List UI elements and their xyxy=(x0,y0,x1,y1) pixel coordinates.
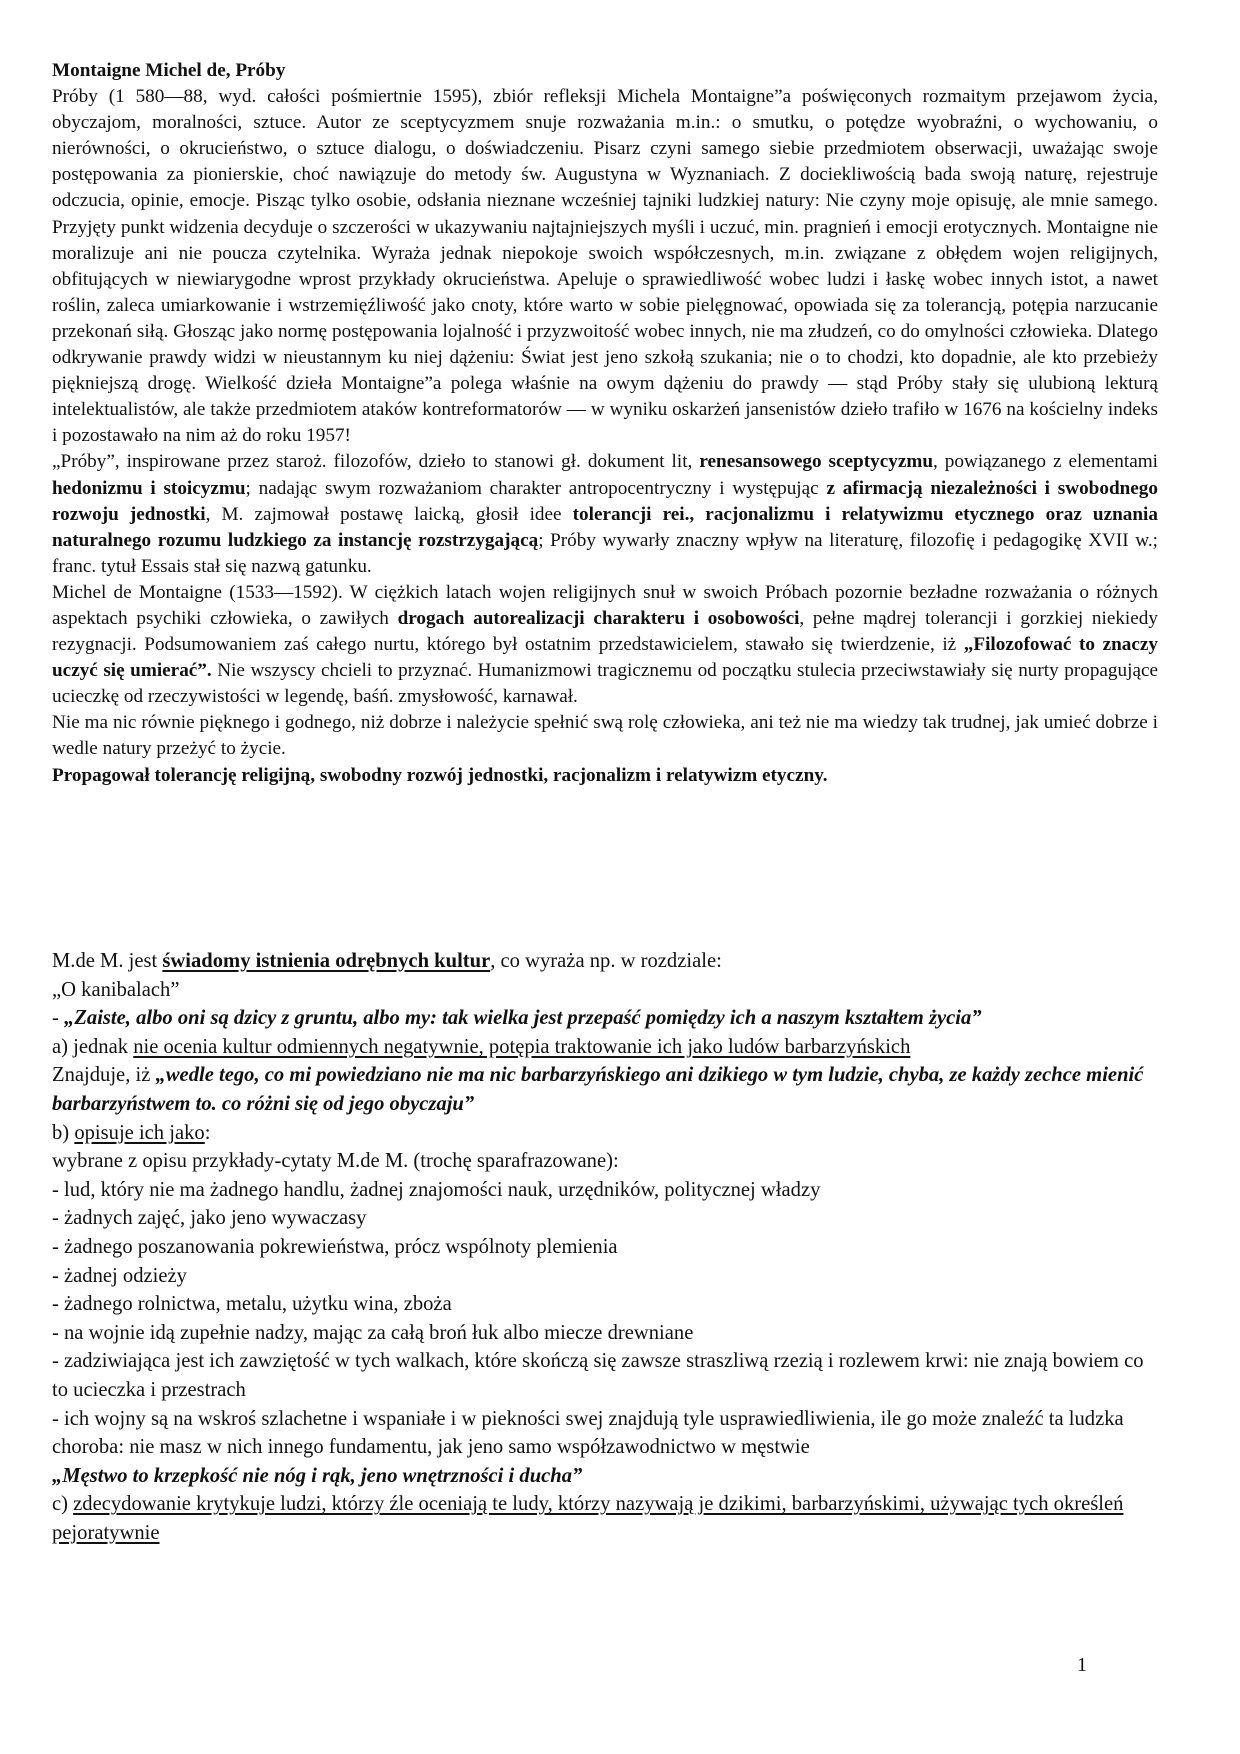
line-point-b: b) opisuje ich jako: xyxy=(52,1121,211,1144)
paragraph-biography: Michel de Montaigne (1533—1592). W ciężkich latach wojen religijnych snuł w swoich Próbach pozornie bezładne rozważania o różnych aspektach psychiki człowieka, o zawiłych drogach autorealizacji charakteru i osobowości, pełne mądrej tolerancji i gorzkiej niekiedy rezygnacji. Podsumowaniem zaś całego nurtu, którego był ostatnim przedstawicielem, stawało się twierdzenie, iż „Filozofować to znaczy uczyć się umierać”. Nie wszyscy chcieli to przyznać. Humanizmowi tragicznemu od początku stulecia przeciwstawiały się nurty propagujące ucieczkę od rzeczywistości w legendę, baśń. zmysłowość, karnawał. xyxy=(52,581,1158,708)
line-examples-intro: wybrane z opisu przykłady-cytaty M.de M. (trochę sparafrazowane): xyxy=(52,1150,619,1173)
line-point-c: c) zdecydowanie krytykuje ludzi, którzy źle oceniają te ludy, którzy nazywają je dzikimi, barbarzyńskimi, używając tych określeń pejoratywnie xyxy=(52,1493,1124,1544)
section-summary xyxy=(52,58,1158,789)
line-quote-savages: - „Zaiste, albo oni są dzicy z gruntu, albo my: tak wielka jest przepaść pomiędzy ich a naszym kształtem życia” xyxy=(52,1007,982,1030)
line-quote-courage: „Męstwo to krzepkość nie nóg i rąk, jeno wnętrzności i ducha” xyxy=(52,1464,583,1487)
line-quote-barbarism: Znajduje, iż „wedle tego, co mi powiedziano nie ma nic barbarzyńskiego ani dzikiego w tym ludzie, chyba, ze każdy zechce mienić barbarzyństwem to. co różni się od jego obyczaju” xyxy=(52,1064,1144,1115)
section-cannibals xyxy=(52,947,1158,1547)
paragraph-proby: „Próby”, inspirowane przez staroż. filozofów, dzieło to stanowi gł. dokument lit, renesansowego sceptycyzmu, powiązanego z elementami hedonizmu i stoicyzmu; nadając swym rozważaniom charakter antropocentryczny i występując z afirmacją niezależności i swobodnego rozwoju jednostki, M. zajmował postawę laicką, głosił idee tolerancji rei., racjonalizmu i relatywizmu etycznego oraz uznania naturalnego rozumu ludzkiego za instancję rozstrzygającą; Próby wywarły znaczny wpływ na literaturę, filozofię i pedagogikę XVII w.; franc. tytuł Essais stał się nazwą gatunku. xyxy=(52,451,1159,577)
paragraph-intro: Próby (1 580—88, wyd. całości pośmiertnie 1595), zbiór refleksji Michela Montaigne”a poświęconych rozmaitym przejawom życia, obyczajom, moralności, sztuce. Autor ze sceptycyzmem snuje rozważania m.in.: o smutku, o potędze wyobraźni, o wychowaniu, o nierówności, o okrucieństwo, o sztuce dialogu, o doświadczeniu. Pisarz czyni samego siebie przedmiotem obserwacji, uważając swoje postępowania za pionierskie, choć nawiązuje do metody św. Augustyna w Wyznaniach. Z dociekliwością bada swoją naturę, rejestruje odczucia, opinie, emocje. Pisząc tylko osobie, odsłania nieznane wcześniej tajniki ludzkiej natury: Nie czyny moje opisuję, ale mnie samego. Przyjęty punkt widzenia decyduje o szczerości w ukazywaniu najtajniejszych myśli i uczuć, min. pragnień i emocji erotycznych. Montaigne nie moralizuje ani nie poucza czytelnika. Wyraża jednak niepokoje swoich współczesnych, m.in. związane z obłędem wojen religijnych, obfitujących w niewiarygodne wprost przykłady okrucieństwa. Apeluje o sprawiedliwość wobec ludzi i łaskę wobec innych istot, a nawet roślin, zaleca umiarkowanie i wstrzemięźliwość jako cnoty, które warto w sobie pielęgnować, opowiada się za tolerancją, potępia narzucanie przekonań siłą. Głosząc jako normę postępowania lojalność i przyzwoitość wobec innych, nie ma złudzeń, co do omylności człowieka. Dlatego odkrywanie prawdy widzi w nieustannym ku niej dążeniu: Świat jest jeno szkołą szukania; nie o to chodzi, kto dopadnie, ale kto przebieży piękniejszą drogę. Wielkość dzieła Montaigne”a polega właśnie na owym dążeniu do prawdy — stąd Próby stały się ulubioną lekturą intelektualistów, ale także przedmiotem ataków kontreformatorów — w wyniku oskarżeń jansenistów dzieło trafiło w 1676 na kościelny indeks i pozostawało na nim aż do roku 1957! xyxy=(52,86,1158,447)
page-number: 1 xyxy=(1077,1654,1087,1676)
list-item: - żadnego rolnictwa, metalu, użytku wina, zboża xyxy=(52,1293,452,1316)
paragraph-quote: Nie ma nic równie pięknego i godnego, niż dobrze i należycie spełnić swą rolę człowieka, ani też nie ma wiedzy tak trudnej, jak umieć dobrze i wedle natury przeżyć to życie. xyxy=(52,712,1158,760)
line-point-a: a) jednak nie ocenia kultur odmiennych negatywnie, potępia traktowanie ich jako ludów barbarzyńskich xyxy=(52,1035,911,1058)
list-item: - żadnych zajęć, jako jeno wywaczasy xyxy=(52,1207,367,1230)
paragraph-summary-bold: Propagował tolerancję religijną, swobodny rozwój jednostki, racjonalizm i relatywizm etyczny. xyxy=(52,764,828,786)
list-item: - na wojnie idą zupełnie nadzy, mając za całą broń łuk albo miecze drewniane xyxy=(52,1321,694,1344)
list-item: - żadnej odzieży xyxy=(52,1264,187,1287)
list-item: - zadziwiająca jest ich zawziętość w tych walkach, które skończą się zawsze straszliwą rzezią i rozlewem krwi: nie znają bowiem co to ucieczka i przestrach xyxy=(52,1350,1144,1401)
list-item: - żadnego poszanowania pokrewieństwa, prócz wspólnoty plemienia xyxy=(52,1235,618,1258)
line-chapter-title: „O kanibalach” xyxy=(52,978,180,1001)
document-title: Montaigne Michel de, Próby xyxy=(52,60,286,81)
line-awareness: M.de M. jest świadomy istnienia odrębnych kultur, co wyraża np. w rozdziale: xyxy=(52,950,722,972)
list-item: - ich wojny są na wskroś szlachetne i wspaniałe i w piekności swej znajdują tyle usprawiedliwienia, ile go może znaleźć ta ludzka choroba: nie masz w nich innego fundamentu, jak jeno samo współzawodnictwo w męstwie xyxy=(52,1407,1124,1459)
list-item: - lud, który nie ma żadnego handlu, żadnej znajomości nauk, urzędników, politycznej władzy xyxy=(52,1178,821,1201)
document-page xyxy=(52,58,1159,1544)
